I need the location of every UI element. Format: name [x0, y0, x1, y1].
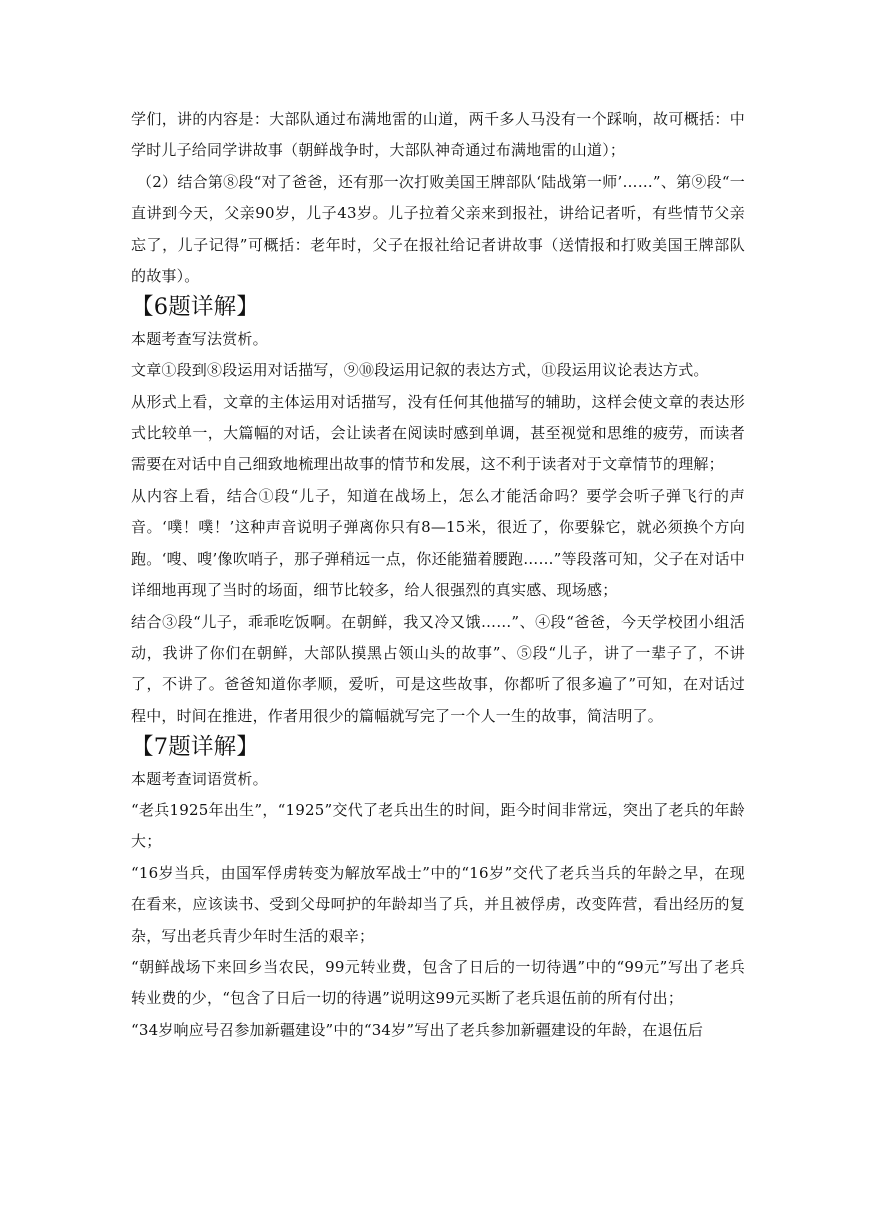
paragraph-age-34: “34岁响应号召参加新疆建设”中的“34岁”写出了老兵参加新疆建设的年龄，在退伍后	[131, 1020, 704, 1039]
paragraph-age-16: “16岁当兵，由国军俘虏转变为解放军战士”中的“16岁”交代了老兵当兵的年龄之早，在现在看来，应该读书、受到父母呵护的年龄却当了兵，并且被俘虏，改变阵营，看出经历的复杂，写出老兵青少年时生活的艰辛；	[131, 863, 745, 945]
paragraph-topic-6: 本题考查写法赏析。	[131, 329, 268, 348]
paragraph-99-yuan: “朝鲜战场下来回乡当农民，99元转业费，包含了日后的一切待遇”中的“99元”写出了老兵转业费的少，“包含了日后一切的待遇”说明这99元买断了老兵退伍前的所有付出；	[131, 957, 745, 1008]
paragraph-form-analysis: 从形式上看，文章的主体运用对话描写，没有任何其他描写的辅助，这样会使文章的表达形式比较单一，大篇幅的对话，会让读者在阅读时感到单调，甚至视觉和思维的疲劳，而读者需要在对话中自己细致地梳理出故事的情节和发展，这不利于读者对于文章情节的理解；	[131, 392, 745, 474]
paragraph-content-analysis: 从内容上看，结合①段“儿子，知道在战场上，怎么才能活命吗？要学会听子弹飞行的声音。‘噗！噗！’这种声音说明子弹离你只有8—15米，很近了，你要躲它，就必须换个方向跑。‘嗖、嗖’像吹哨子，那子弹稍远一点，你还能猫着腰跑……”等段落可知，父子在对话中详细地再现了当时的场面，细节比较多，给人很强烈的真实感、现场感；	[131, 486, 745, 600]
paragraph-point-2: （2）结合第⑧段“对了爸爸，还有那一次打败美国王牌部队‘陆战第一师’……”、第⑨段“一直讲到今天，父亲90岁，儿子43岁。儿子拉着父亲来到报社，讲给记者听，有些情节父亲忘了，儿子记得”可概括：老年时，父子在报社给记者讲故事（送情报和打败美国王牌部队的故事）。	[131, 172, 745, 286]
section-heading-6: 【6题详解】	[131, 294, 260, 321]
paragraph-time-analysis: 结合③段“儿子，乖乖吃饭啊。在朝鲜，我又冷又饿……”、④段“爸爸，今天学校团小组活动，我讲了你们在朝鲜，大部队摸黑占领山头的故事”、⑤段“儿子，讲了一辈子了，不讲了，不讲了。爸爸知道你孝顺，爱听，可是这些故事，你都听了很多遍了”可知，在对话过程中，时间在推进，作者用很少的篇幅就写完了一个人一生的故事，简洁明了。	[131, 612, 745, 725]
paragraph-topic-7: 本题考查词语赏析。	[131, 769, 268, 788]
paragraph-birth-year: “老兵1925年出生”，“1925”交代了老兵出生的时间，距今时间非常远，突出了老兵的年龄大；	[131, 800, 745, 851]
paragraph-structure: 文章①段到⑧段运用对话描写，⑨⑩段运用记叙的表达方式，⑪段运用议论表达方式。	[131, 361, 709, 380]
paragraph-intro: 学们，讲的内容是：大部队通过布满地雷的山道，两千多人马没有一个踩响，故可概括：中学时儿子给同学讲故事（朝鲜战争时，大部队神奇通过布满地雷的山道）；	[131, 110, 745, 160]
section-heading-7: 【7题详解】	[131, 734, 260, 761]
document-page	[131, 104, 745, 1046]
